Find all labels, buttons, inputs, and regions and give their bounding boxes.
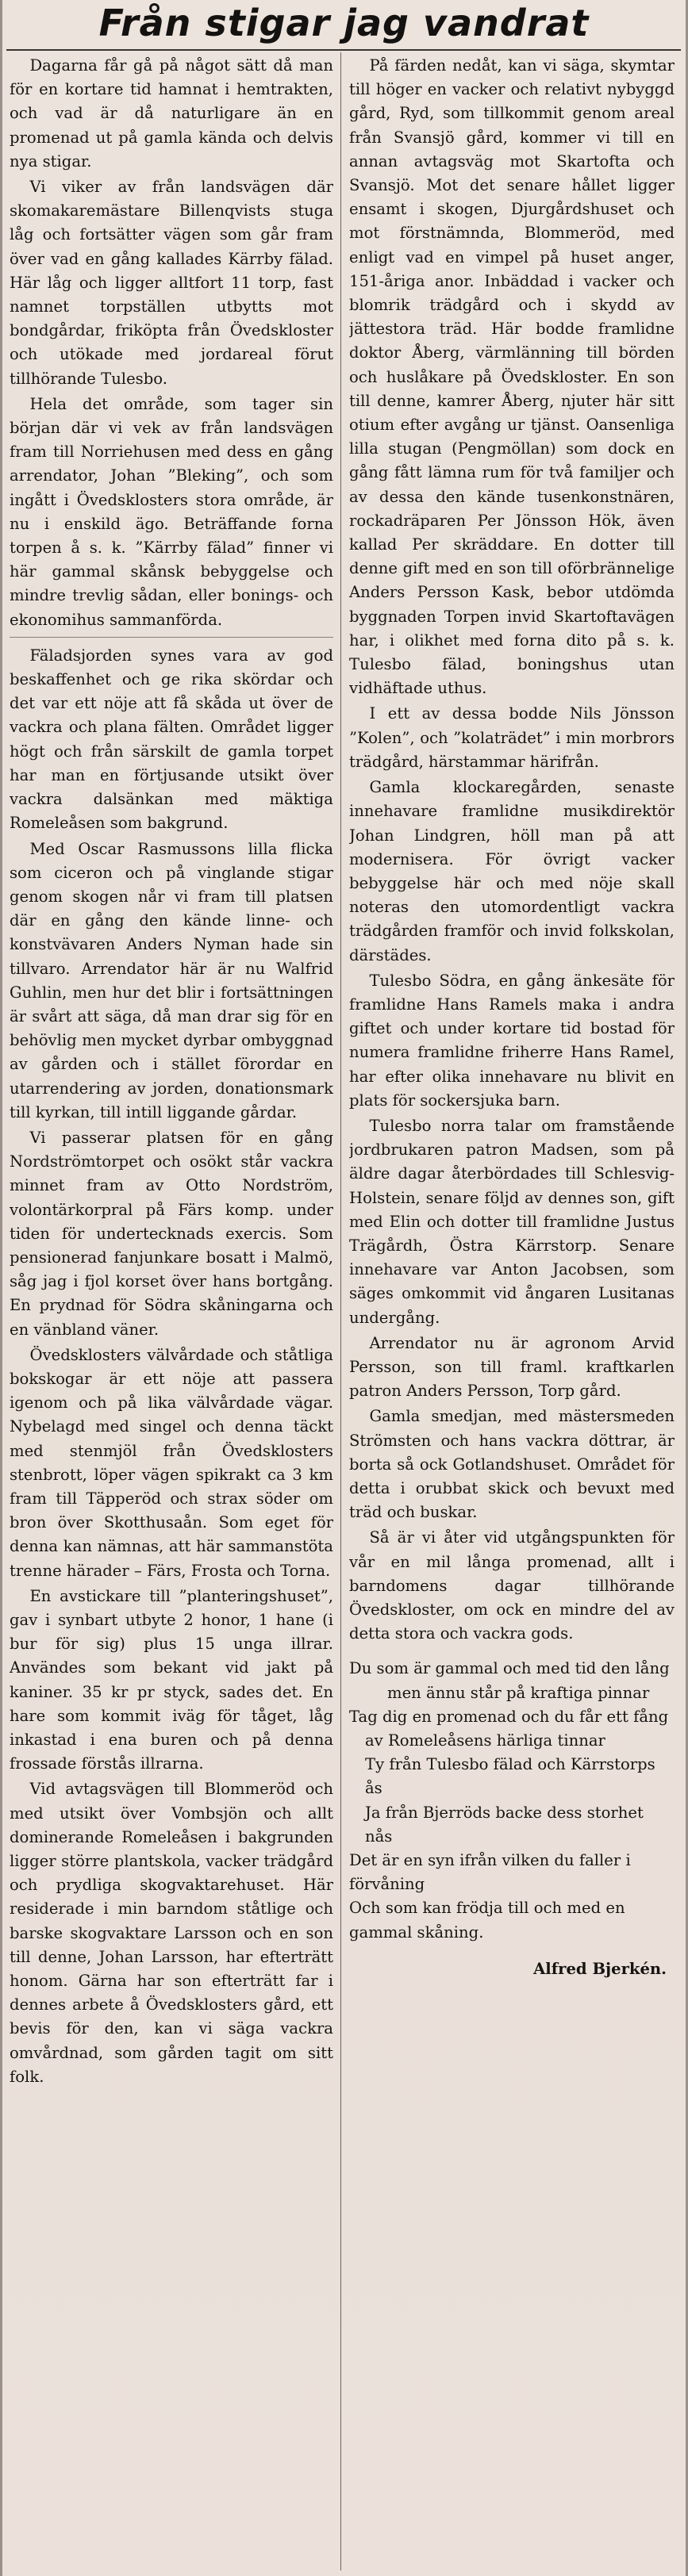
poem-line: Tag dig en promenad och du får ett fång [349, 1707, 669, 1726]
poem-line: men ännu står på kraftiga pinnar [387, 1683, 650, 1702]
title-rule [6, 49, 681, 51]
paragraph: Hela det område, som tager sin början där vi vek av från landsvägen fram till Norriehusen med dess en gång arrendator, Johan ”Bleking”, och som ingått i Övedsklosters stora område, är nu i enskild ägo. Beträffande forna torpen å s. k. ”Kärrby fälad” finner vi här gammal skånsk bebyggelse och mindre trevlig sådan, eller bonings- och ekonomihus sammanförda. [10, 394, 333, 629]
paragraph: På färden nedåt, kan vi säga, skymtar till höger en vacker och relativt nybyggd gård, Ryd, som tillkommit genom areal från Svansjö gård, kommer vi till en annan avtagsväg mot Skartofta och Svansjö. Mot det senare hållet ligger ensamt i skogen, Djurgårdshuset och mot förstnämnda, Blommeröd, med enligt vad en vimpel på huset anger, 151-åriga anor. Inbäddad i vacker och blomrik trädgård och i skydd av jättestora träd. Här bodde framlidne doktor Åberg, värmlänning till börden och huslåkare på Övedskloster. En son till denne, kamrer Åberg, njuter här sitt otium efter avgång ur tjänst. Oansenliga lilla stugan (Pengmöllan) som dock en gång fått lämna rum för två familjer och av dessa den kände tusenkonstnären, rockadräparen Per Jönsson Hök, även kallad Per skräddare. En dotter till denne gift med en son till oförbrännelige Anders Persson Kask, bebor utdömda byggnaden Torpen invid Skartoftavägen har, i olikhet med forna dito på s. k. Tulesbo fälad, boningshus utan vidhäftade uthus. [349, 56, 675, 698]
paragraph: En avstickare till ”planteringshuset”, gav i synbart utbyte 2 honor, 1 hane (i bur för sig) plus 15 unga illrar. Användes som bekant vid jakt på kaniner. 35 kr pr styck, sades det. En hare som kommit iväg för tåget, låg inkastad i ena buren och på denna frossade förstås illrarna. [10, 1586, 333, 1773]
paragraph: Tulesbo Södra, en gång änkesäte för framlidne Hans Ramels maka i andra giftet och under kortare tid bostad för numera framlidne friherre Hans Ramel, har efter olika innehavare nu blivit en plats för sockersjuka barn. [349, 971, 675, 1110]
paragraph: Gamla klockaregården, senaste innehavare framlidne musikdirektör Johan Lindgren, höll man på att modernisera. För övrigt vacker bebyggelse här och med nöje skall noteras den utomordentligt vackra trädgården framför och invid folkskolan, därstädes. [349, 778, 675, 964]
poem-line: Och som kan frödja till och med en gammal skåning. [349, 1899, 625, 1942]
article-title: Från stigar jag vandrat [98, 2, 590, 44]
left-column [10, 54, 333, 2091]
poem-line: Du som är gammal och med tid den lång [349, 1659, 670, 1678]
poem-line: Det är en syn ifrån vilken du faller i förvåning [349, 1851, 631, 1894]
paragraph: Tulesbo norra talar om framstående jordbrukaren patron Madsen, som på äldre dagar återbördades till Schlesvig-Holstein, senare följd av dennes son, gift med Elin och dotter till framlidne Justus Trägårdh, Östra Kärrstorp. Senare innehavare var Anton Jacobsen, som säges omkommit vid ångaren Lusitanas undergång. [349, 1116, 675, 1327]
poem-line: Ty från Tulesbo fälad och Kärrstorps ås [365, 1755, 655, 1798]
poem-line: av Romeleåsens härliga tinnar [365, 1731, 605, 1750]
author-signature: Alfred Bjerkén. [533, 1959, 667, 1978]
paragraph: Dagarna får gå på något sätt då man för en kortare tid hamnat i hemtrakten, och vad är då naturligare än en promenad ut på gamla kända och delvis nya stigar. [10, 56, 333, 171]
poem-line: Ja från Bjerröds backe dess storhet nås [365, 1803, 644, 1846]
paragraph: Vi passerar platsen för en gång Nordströmtorpet och osökt står vackra minnet fram av Otto Nordström, volontärkorpral på Färs komp. under tiden för undertecknads exercis. Som pensionerad fanjunkare bosatt i Malmö, såg jag i fjol korset över hans bortgång. En prydnad för Södra skåningarna och en vänbland väner. [10, 1128, 333, 1339]
closing-poem [349, 1657, 675, 1944]
right-column [349, 54, 675, 1981]
paragraph: Så är vi åter vid utgångspunkten för vår en mil långa promenad, allt i barndomens dagar tillhörande Övedskloster, om ock en mindre del av detta stora och vackra gods. [349, 1528, 675, 1643]
paragraph: Övedsklosters välvårdade och ståtliga bokskogar är ett nöje att passera igenom och på lika välvårdade vägar. Nybelagd med singel och denna täckt med stenmjöl från Övedsklosters stenbrott, löper vägen spikrakt ca 3 km fram till Täpperöd och strax söder om bron över Skotthusaån. Som eget för denna kan nämnas, att här sammanstöta trenne härader – Färs, Frosta och Torna. [10, 1345, 333, 1580]
paragraph: Fäladsjorden synes vara av god beskaffenhet och ge rika skördar och det var ett nöje att få skåda ut över de vackra och plana fälten. Området ligger högt och från särskilt de gamla torpet har man en förtjusande utsikt över vackra dalsänkan med mäktiga Romeleåsen som bakgrund. [10, 646, 333, 833]
separator-line [10, 637, 333, 638]
clipping-left-edge [0, 0, 2, 2576]
paragraph: I ett av dessa bodde Nils Jönsson ”Kolen”, och ”kolaträdet” i min morbrors trädgård, härstammar härifrån. [349, 704, 675, 771]
column-divider [340, 52, 341, 2570]
paragraph: Med Oscar Rasmussons lilla flicka som ciceron och på vinglande stigar genom skogen når vi fram till platsen där en gång den kände linne- och konstvävaren Anders Nyman hade sin tillvaro. Arrendator här är nu Walfrid Guhlin, men hur det blir i fortsättningen är svårt att säga, då man drar sig för en behövlig men mycket dyrbar ombyggnad av gården och i stället förordar en utarrendering av jorden, donationsmark till kyrkan, till intill liggande gårdar. [10, 839, 333, 1121]
paragraph: Gamla smedjan, med mästersmeden Strömsten och hans vackra döttrar, är borta så ock Gotlandshuset. Området för detta i orubbat skick och bevuxt med träd och buskar. [349, 1407, 675, 1522]
paragraph: Arrendator nu är agronom Arvid Persson, son till framl. kraftkarlen patron Anders Persson, Torp gård. [349, 1333, 675, 1401]
paragraph: Vi viker av från landsvägen där skomakaremästare Billenqvists stuga låg och fortsätter vägen som går fram över vad en gång kallades Kärrby fälad. Här låg och ligger alltfort 11 torp, fast namnet torpställen utbytts mot bondgårdar, friköpta från Övedskloster och utökade med jordareal förut tillhörande Tulesbo. [10, 178, 333, 388]
paragraph: Vid avtagsvägen till Blommeröd och med utsikt över Vombsjön och allt dominerande Romeleåsen i bakgrunden ligger större plantskola, vacker trädgård och prydliga skogvaktarehuset. Här residerade i min barndom ståtlige och barske skogvaktare Larsson och en son till denne, Johan Larsson, har efterträtt honom. Gärna har son efterträtt far i dennes arbete å Övedsklosters gård, ett bevis för den, kan vi säga vackra omvårdnad, som gården tagit om sitt folk. [10, 1780, 333, 2086]
